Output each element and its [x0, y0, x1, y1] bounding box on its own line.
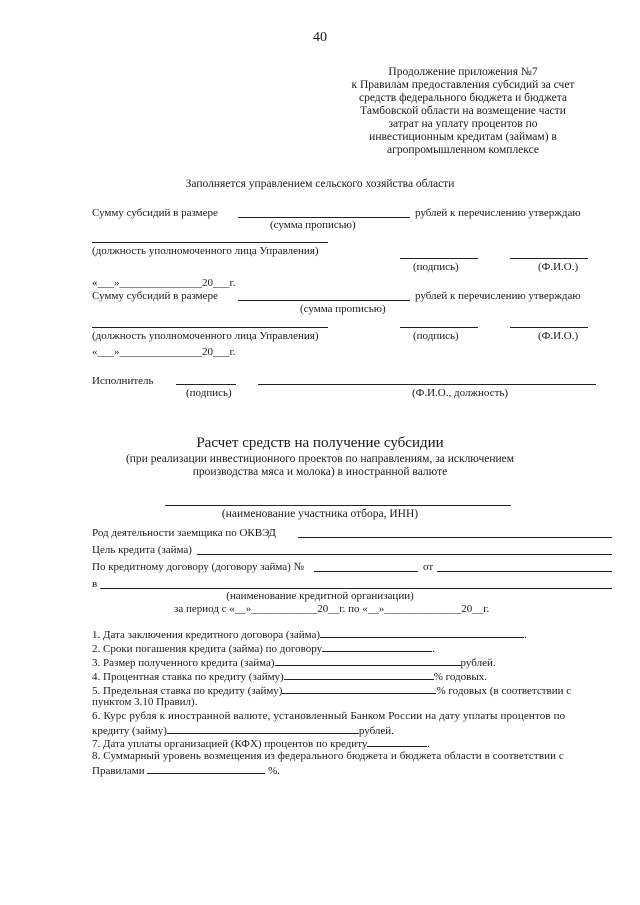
item-5-suffix: % годовых (в соответствии с [436, 685, 572, 697]
okved-label: Род деятельности заемщика по ОКВЭД [92, 527, 276, 539]
date-line-1[interactable]: «___»_______________20___г. [92, 277, 236, 289]
sum-suffix-2: рублей к перечислению утверждаю [415, 290, 581, 302]
signature-field-2[interactable] [400, 327, 478, 328]
sum-suffix-1: рублей к перечислению утверждаю [415, 207, 581, 219]
approval-heading: Заполняется управлением сельского хозяйства области [185, 178, 455, 190]
fio-caption-2: (Ф.И.О.) [538, 330, 579, 342]
executor-signature-field[interactable] [176, 384, 236, 385]
official-field-1[interactable] [92, 242, 328, 243]
item-7-field[interactable] [367, 736, 427, 747]
purpose-label: Цель кредита (займа) [92, 544, 192, 556]
item-4 [92, 669, 600, 684]
annex-line-1: Продолжение приложения №7 [388, 66, 538, 78]
page-number: 40 [313, 30, 327, 45]
period-line[interactable]: за период с «__»____________20__г. по «__»______________20__г. [174, 603, 490, 615]
item-6-field[interactable] [167, 723, 359, 734]
item-6-line-1: 6. Курс рубля к иностранной валюте, установленный Банком России на дату уплаты процентов по [92, 710, 566, 722]
item-3-field[interactable] [275, 655, 461, 666]
fio-field-2[interactable] [510, 327, 588, 328]
annex-line-7: агропромышленном комплексе [387, 144, 539, 156]
annex-line-3: средств федерального бюджета и бюджета [358, 92, 567, 104]
calc-subtitle-1: (при реализации инвестиционного проектов по направлениям, за исключением [125, 453, 515, 465]
contract-date-field[interactable] [437, 571, 612, 572]
executor-signature-caption: (подпись) [186, 387, 232, 399]
annex-line-4: Тамбовской области на возмещение части [360, 105, 566, 117]
annex-line-2: к Правилам предоставления субсидий за счет [351, 79, 575, 91]
official-caption-2: (должность уполномоченного лица Управления) [92, 330, 319, 342]
item-3 [92, 655, 600, 670]
annex-line-6: инвестиционным кредитам (займам) в [369, 131, 557, 143]
executor-fio-field[interactable] [258, 384, 596, 385]
fio-field-1[interactable] [510, 258, 588, 259]
item-7: 7. Дата уплаты организацией (КФХ) процентов по кредиту . [92, 738, 431, 750]
item-6-label: кредиту (займу) [92, 725, 167, 737]
participant-caption: (наименование участника отбора, ИНН) [221, 508, 419, 520]
okved-field[interactable] [298, 537, 612, 538]
purpose-field[interactable] [197, 554, 612, 555]
participant-field[interactable] [165, 505, 511, 506]
item-4-field[interactable] [284, 669, 434, 680]
in-label: в [92, 578, 98, 590]
item-8-field[interactable] [147, 763, 265, 774]
item-1-label: 1. Дата заключения кредитного договора (займа) [92, 629, 321, 641]
fio-caption-1: (Ф.И.О.) [538, 261, 579, 273]
item-5-label: 5. Предельная ставка по кредиту (займу) [92, 685, 283, 697]
sum-label-1: Сумму субсидий в размере [92, 207, 218, 219]
item-1: 1. Дата заключения кредитного договора (займа) . [92, 629, 527, 641]
item-4-suffix: % годовых. [433, 671, 487, 683]
annex-line-5: затрат на уплату процентов по [388, 118, 538, 130]
item-1-field[interactable] [320, 627, 524, 638]
date-line-2[interactable]: «___»_______________20___г. [92, 346, 236, 358]
sum-label-2: Сумму субсидий в размере [92, 290, 218, 302]
item-3-suffix: рублей. [460, 657, 496, 669]
item-7-label: 7. Дата уплаты организацией (КФХ) процентов по кредиту [92, 738, 368, 750]
bank-caption: (наименование кредитной организации) [226, 590, 414, 602]
sum-field-1[interactable] [238, 217, 410, 218]
item-2: 2. Сроки погашения кредита (займа) по договору . [92, 643, 435, 655]
item-4-label: 4. Процентная ставка по кредиту (займу) [92, 671, 284, 683]
bank-field[interactable] [100, 588, 612, 589]
item-2-field[interactable] [322, 641, 432, 652]
item-5-field[interactable] [282, 683, 436, 694]
item-8-suffix: %. [268, 765, 281, 777]
sum-caption-2: (сумма прописью) [300, 303, 386, 315]
item-8-line-1: 8. Суммарный уровень возмещения из федерального бюджета и бюджета области в соответствии с [92, 750, 564, 762]
sum-caption-1: (сумма прописью) [270, 219, 356, 231]
item-5-line-2: пунктом 3.10 Правил). [92, 696, 198, 708]
item-6-suffix: рублей. [358, 725, 394, 737]
from-label: от [423, 561, 434, 573]
calc-subtitle-2: производства мяса и молока) в иностранной валюте [192, 466, 448, 478]
item-3-label: 3. Размер полученного кредита (займа) [92, 657, 275, 669]
signature-caption-1: (подпись) [413, 261, 459, 273]
item-8-label: Правилами [92, 765, 145, 777]
executor-label: Исполнитель [92, 375, 154, 387]
calc-title: Расчет средств на получение субсидии [196, 435, 444, 451]
sum-field-2[interactable] [238, 300, 410, 301]
item-2-label: 2. Сроки погашения кредита (займа) по договору [92, 643, 323, 655]
contract-label: По кредитному договору (договору займа) № [92, 561, 305, 573]
official-caption-1: (должность уполномоченного лица Управления) [92, 245, 319, 257]
contract-number-field[interactable] [314, 571, 418, 572]
official-field-2[interactable] [92, 327, 328, 328]
item-8 [92, 763, 600, 778]
executor-fio-caption: (Ф.И.О., должность) [412, 387, 509, 399]
signature-caption-2: (подпись) [413, 330, 459, 342]
signature-field-1[interactable] [400, 258, 478, 259]
